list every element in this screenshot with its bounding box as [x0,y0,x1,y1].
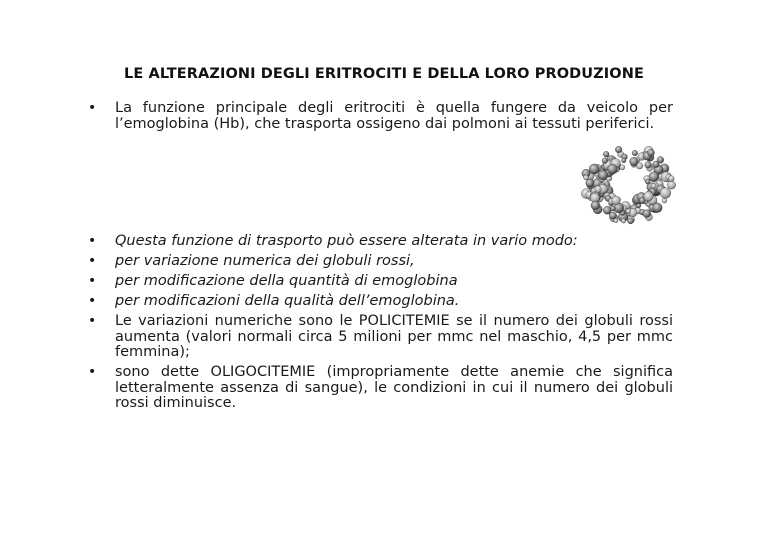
bullet-marker: • [88,313,97,329]
bullet-text: Le variazioni numeriche sono le POLICITEMIE se il numero dei globuli rossi aumenta (valori normali circa 5 milioni per mmc nel maschio, 4,5 per mmc femmina); [115,313,673,360]
bullet-text: Questa funzione di trasporto può essere alterata in vario modo: [115,233,578,249]
bullet-item [88,274,673,290]
slide-title: LE ALTERAZIONI DEGLI ERITROCITI E DELLA LORO PRODUZIONE [124,66,644,82]
bullet-marker: • [88,100,97,116]
bullet-item [88,254,673,270]
hemoglobin-molecule-icon [578,140,678,228]
bullet-item [88,314,673,361]
bullet-text: per variazione numerica dei globuli rossi, [115,253,415,269]
bullet-marker: • [88,253,97,269]
intro-bullet-list [88,101,673,135]
bullet-item [88,294,673,310]
bullet-item [88,365,673,412]
bullet-text: per modificazione della quantità di emoglobina [115,273,458,289]
bullet-text: La funzione principale degli eritrociti è quella fungere da veicolo per l’emoglobina (Hb), che trasporta ossigeno dai polmoni ai tessuti periferici. [115,100,673,132]
main-bullet-list [88,234,673,416]
bullet-item [88,234,673,250]
bullet-item [88,101,673,132]
bullet-marker: • [88,273,97,289]
bullet-marker: • [88,293,97,309]
bullet-marker: • [88,233,97,249]
bullet-text: per modificazioni della qualità dell’emoglobina. [115,293,460,309]
bullet-marker: • [88,364,97,380]
bullet-text: sono dette OLIGOCITEMIE (impropriamente dette anemie che significa letteralmente assenza di sangue), le condizioni in cui il numero dei globuli rossi diminuisce. [115,364,673,411]
